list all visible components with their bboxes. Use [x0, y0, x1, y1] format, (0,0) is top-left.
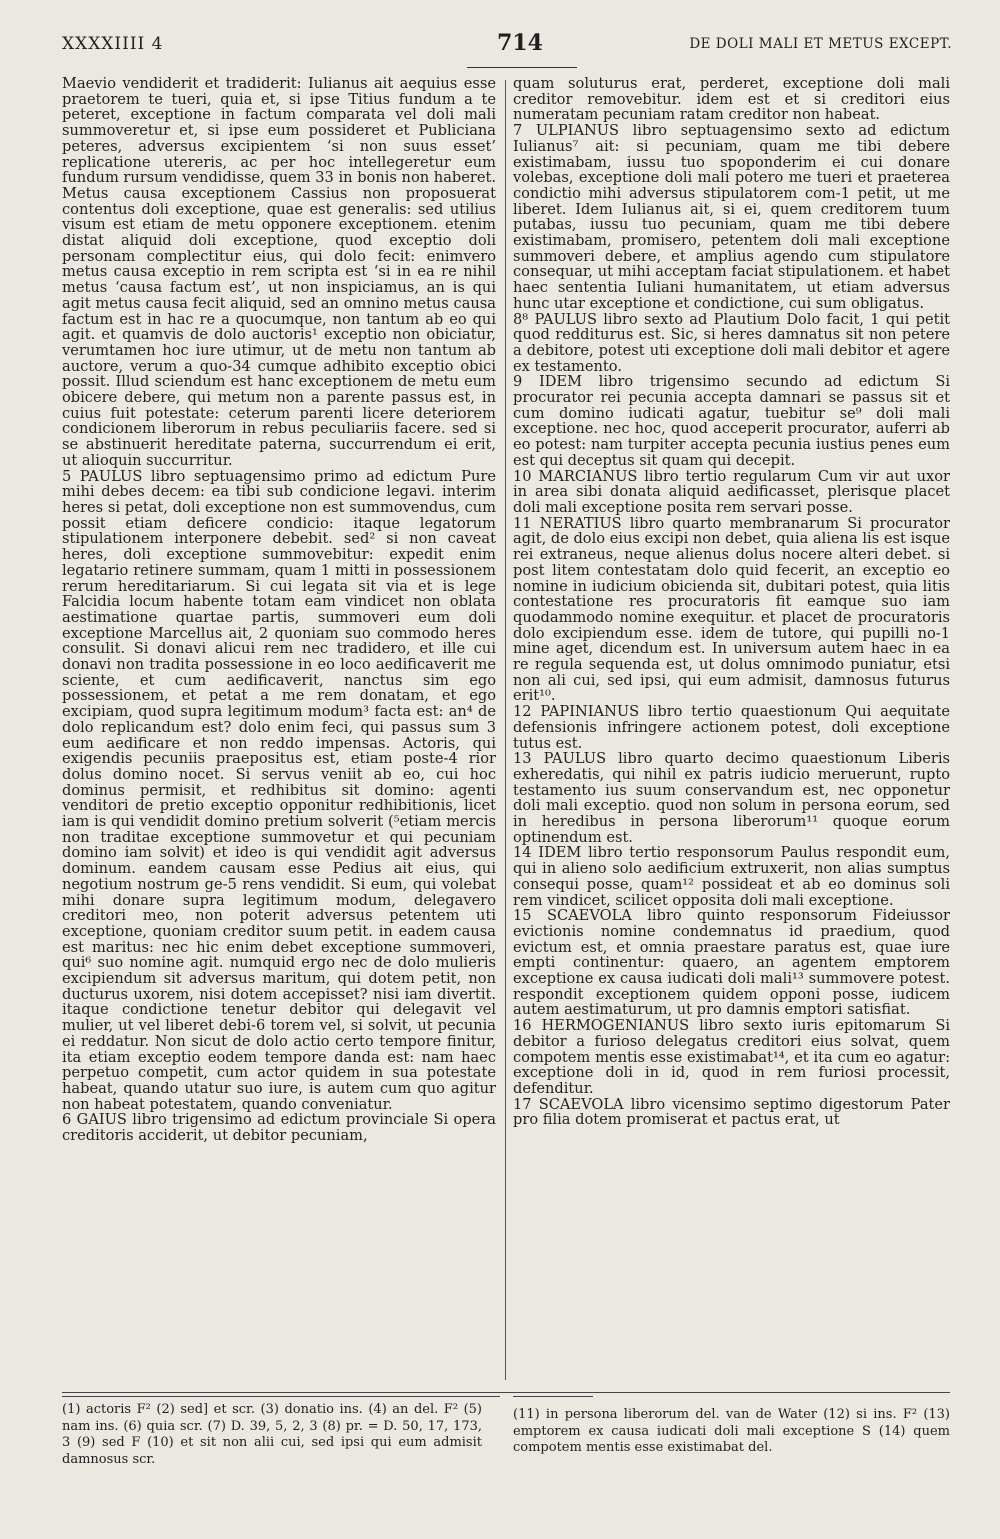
paragraph: 15 SCAEVOLA libro quinto responsorum Fideiussor evictionis nomine condemnatus id praedium, quod evictum est, et omnia praestare paratus est, quae iure empti continentur: quaero, an agentem emptorem exceptione ex causa iudicati doli mali¹³ summovere potest. respondit exceptionem quidem opponi posse, iudicem autem aestimaturum, ut pro damnis emptori satisfiat.	[513, 907, 950, 1019]
paragraph: 17 SCAEVOLA libro vicensimo septimo digestorum Pater pro filia dotem promiserat et pactus erat, ut	[513, 1095, 950, 1129]
paragraph: 10 MARCIANUS libro tertio regularum Cum vir aut uxor in area sibi donata aliquid aedificasset, plerisque placet doli mali exceptione posita rem servari posse.	[513, 467, 950, 516]
running-title-left: XXXXIIII 4	[62, 34, 164, 54]
paragraph: 6 GAIUS libro trigensimo ad edictum provinciale Si opera creditoris acciderit, ut debitor pecuniam,	[62, 1111, 496, 1145]
left-column	[62, 76, 496, 1381]
column-divider	[505, 80, 506, 1380]
page-header	[62, 30, 952, 70]
paragraph: quam soluturus erat, perderet, exceptione doli mali creditor removebitur. idem est et si creditori eius numeratam pecuniam ratam creditor non habeat.	[513, 75, 950, 124]
page-number: 714	[497, 30, 543, 56]
paragraph: 7 ULPIANUS libro septuagensimo sexto ad edictum Iulianus⁷ ait: si pecuniam, quam me tibi debere existimabam, iussu tuo spoponderim ei cui donare volebas, exceptione doli mali potero me tueri et praeterea condictio mihi adversus stipulatorem com-1 petit, ut me liberet. Idem Iulianus ait, si ei, quem creditorem tuum putabas, iussu tuo pecuniam, quam me tibi debere existimabam, promisero, petentem doli mali exceptione summoveri debere, et amplius agendo cum stipulatore consequar, ut mihi acceptam faciat stipulationem. et habet haec sententia Iuliani humanitatem, ut etiam adversus hunc utar exceptione et condictione, cui sum obligatus.	[513, 122, 950, 312]
footnote-rule	[62, 1392, 950, 1393]
paragraph: 13 PAULUS libro quarto decimo quaestionum Liberis exheredatis, qui nihil ex patris iudicio meruerunt, rupto testamento ius suum conservandum est, nec opponetur doli mali exceptio. quod non solum in persona eorum, sed in heredibus in persona liberorum¹¹ quoque eorum optinendum est.	[513, 750, 950, 846]
paragraph: 5 PAULUS libro septuagensimo primo ad edictum Pure mihi debes decem: ea tibi sub condicione legavi. interim heres si petat, doli exceptione non est summovendus, cum possit etiam deficere condicio: itaque legatorum stipulationem interponere debebit. sed² si non caveat heres, doli exceptione summovebitur: expedit enim legatario retinere summam, quam 1 mitti in possessionem rerum hereditariarum. Si cui legata sit via et is lege Falcidia locum habente totam eam vindicet non oblata aestimatione quartae partis, summoveri eum doli exceptione Marcellus ait, 2 quoniam suo commodo heres consulit. Si donavi alicui rem nec tradidero, et ille cui donavi non tradita possessione in eo loco aedificaverit me sciente, et cum aedificaverit, nanctus sim ego possessionem, et petat a me rem donatam, et ego excipiam, quod supra legitimum modum³ facta est: an⁴ de dolo replicandum est? dolo enim feci, qui passus sum 3 eum aedificare et non reddo impensas. Actoris, qui exigendis pecuniis praepositus est, etiam poste-4 rior dolus domino nocet. Si servus veniit ab eo, cui hoc dominus permisit, et redhibitus sit domino: agenti venditori de pretio exceptio opponitur redhibitionis, licet iam is qui vendidit domino pretium solverit (⁵etiam mercis non traditae exceptione summovetur et qui pecuniam domino iam solvit) et ideo is qui vendidit agit adversus dominum. eandem causam esse Pedius ait eius, qui negotium nostrum ge-5 rens vendidit. Si eum, qui volebat mihi donare supra legitimum modum, delegavero creditori meo, non poterit adversus petentem uti exceptione, quoniam creditor suum petit. in eadem causa est maritus: nec hic enim debet exceptione summoveri, qui⁶ suo nomine agit. numquid ergo nec de dolo mulieris excipiendum sit adversus maritum, qui dotem petit, non ducturus uxorem, nisi dotem accepisset? nisi iam divertit. itaque condictione tenetur debitor qui delegavit vel mulier, ut vel liberet debi-6 torem vel, si solvit, ut pecunia ei reddatur. Non sicut de dolo actio certo tempore finitur, ita etiam exceptio eodem tempore danda est: nam haec perpetuo competit, cum actor quidem in sua potestate habeat, quando utatur suo iure, is autem cum quo agitur non habeat potestatem, quando conveniatur.	[62, 467, 496, 1113]
paragraph: 16 HERMOGENIANUS libro sexto iuris epitomarum Si debitor a furioso delegatus creditori eius solvat, quem compotem mentis esse existimabat¹⁴, et ita cum eo agatur: exceptione doli in id, quod in rem furiosi processit, defenditur.	[513, 1017, 950, 1097]
footnote-rule-right	[513, 1396, 593, 1397]
running-title-right: DE DOLI MALI ET METUS EXCEPT.	[689, 36, 952, 52]
paragraph: 9 IDEM libro trigensimo secundo ad edictum Si procurator rei pecunia accepta damnari se passus sit et cum domino iudicati agatur, tuebitur se⁹ doli mali exceptione. nec hoc, quod acceperit procurator, auferri ab eo potest: nam turpiter accepta pecunia iustius penes eum est qui deceptus sit quam qui decepit.	[513, 373, 950, 469]
paragraph: 12 PAPINIANUS libro tertio quaestionum Qui aequitate defensionis infringere actionem potest, doli exceptione tutus est.	[513, 703, 950, 752]
paragraph: Maevio vendiderit et tradiderit: Iulianus ait aequius esse praetorem te tueri, quia et, si ipse Titius fundum a te peteret, exceptione in factum comparata vel doli mali summoveretur et, si ipse eum possideret et Publiciana peteres, adversus excipientem ‘si non suus esset’ replicatione utereris, ac per hoc intellegeretur eum fundum rursum vendidisse, quem 33 in bonis non haberet. Metus causa exceptionem Cassius non proposuerat contentus doli exceptione, quae est generalis: sed utilius visum est etiam de metu opponere exceptionem. etenim distat aliquid doli exceptione, quod exceptio doli personam complectitur eius, qui dolo fecit: enimvero metus causa exceptio in rem scripta est ‘si in ea re nihil metus ‘causa factum est’, ut non inspiciamus, an is qui agit metus causa fecit aliquid, sed an omnino metus causa factum est in hac re a quocumque, non tantum ab eo qui agit. et quamvis de dolo auctoris¹ exceptio non obiciatur, verumtamen hoc iure utimur, ut de metu non tantum ab auctore, verum a quo-34 cumque adhibito exceptio obici possit. Illud sciendum est hanc exceptionem de metu eum obicere debere, qui metum non a parente passus est, in cuius fuit potestate: ceterum parenti licere deteriorem condicionem liberorum in rebus peculiariis facere. sed si se abstinuerit hereditate paterna, succurrendum ei erit, ut alioquin succurritur.	[62, 75, 496, 469]
footnotes-left: (1) actoris F² (2) sed] et scr. (3) donatio ins. (4) an del. F² (5) nam ins. (6) quia scr. (7) D. 39, 5, 2, 3 (8) pr. = D. 50, 17, 173, 3 (9) sed F (10) et sit non alii cui, sed ipsi qui eum admisit damnosus scr.	[62, 1402, 482, 1467]
right-column	[513, 76, 950, 1381]
page-number-rule	[467, 67, 577, 68]
paragraph: 11 NERATIUS libro quarto membranarum Si procurator agit, de dolo eius excipi non debet, quia aliena lis est isque rei extraneus, neque alienus dolus nocere alteri debet. si post litem contestatam dolo quid fecerit, an exceptio eo nomine in iudicium obicienda sit, dubitari potest, quia litis contestatione res procuratoris fit eamque suo iam quodammodo nomine exequitur. et placet de procuratoris dolo excipiendum esse. idem de tutore, qui pupilli no-1 mine aget, dicendum est. In universum autem haec in ea re regula sequenda est, ut dolus omnimodo puniatur, etsi non ali cui, sed ipsi, qui eum admisit, damnosus futurus erit¹⁰.	[513, 514, 950, 705]
footnotes-right: (11) in persona liberorum del. van de Water (12) si ins. F² (13) emptorem ex causa iudicati doli mali exceptione S (14) quem compotem mentis esse existimabat del.	[513, 1407, 950, 1455]
footnote-rule-left	[62, 1396, 500, 1397]
paragraph: 8⁸ PAULUS libro sexto ad Plautium Dolo facit, 1 qui petit quod redditurus est. Sic, si heres damnatus sit non petere a debitore, potest uti exceptione doli mali debitor et agere ex testamento.	[513, 310, 950, 375]
paragraph: 14 IDEM libro tertio responsorum Paulus respondit eum, qui in alieno solo aedificium extruxerit, non alias sumptus consequi posse, quam¹² possideat et ab eo dominus soli rem vindicet, scilicet opposita doli mali exceptione.	[513, 844, 950, 909]
